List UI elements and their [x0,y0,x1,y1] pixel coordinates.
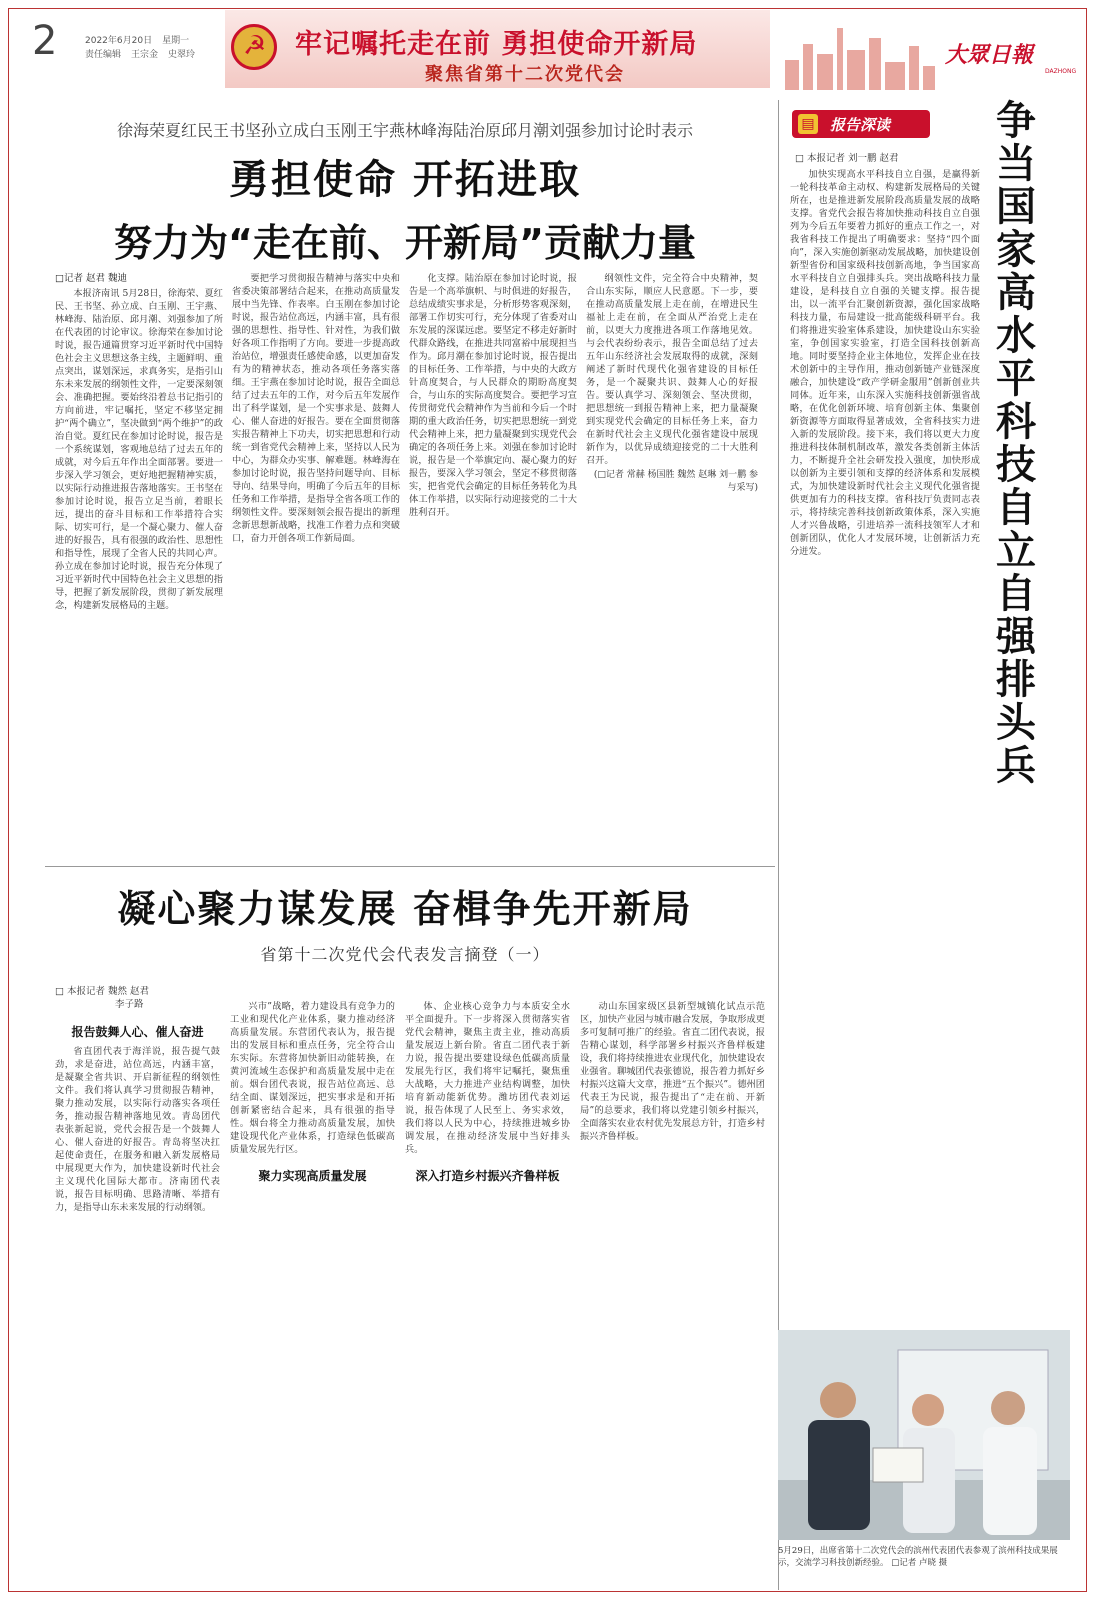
photo-credit: □记者 卢晓 摄 [891,1558,948,1568]
right-vertical-headline: 争当国家高水平科技自立自强排头兵 [996,98,1036,789]
newspaper-logo: 大眾日報 [945,43,1034,68]
topic-banner [225,10,770,88]
top-article-col-3 [409,272,577,852]
editor-label: 责任编辑 [85,50,122,60]
newspaper-logo-en: DAZHONG [1045,68,1077,75]
photo-caption-text: 5月29日，出席省第十二次党代会的滨州代表团代表参观了滨州科技成果展示，交流学习科技创新经验。 [778,1546,1058,1568]
page-header [10,10,1085,96]
designer-name: 史翠玲 [168,50,196,60]
page-number: 2 [32,18,58,64]
bottom-colA-text: 省直团代表于海洋说，报告提气鼓劲，求是奋进，站位高远，内涵丰富，是凝聚全省共识、开启新征程的纲领性文件。我们将认真学习贯彻报告精神，聚力推动发展，以实际行动落实各项任务，推动报告精神落地见效。青岛团代表张新起说，党代会报告是一个鼓舞人心、催人奋进的好报告。青岛将坚决扛起使命责任，在服务和融入新发展格局中展现更大作为，加快建设新时代社会主义现代化国际大都市。济南团代表说，报告目标明确、思路清晰、举措有力，是指导山东未来发展的行动纲领。 [55,1046,220,1213]
issue-date: 2022年6月20日 [85,36,153,46]
right-body-text: 加快实现高水平科技自立自强，是赢得新一轮科技革命主动权、构建新发展格局的关键所在，也是推进新发展阶段高质量发展的战略支撑。省党代会报告将加快推动科技自立自强列为今后五年要着力抓好的重点工作之一，对我省科技工作提出了明确要求：坚持“四个面向”，深入实施创新驱动发展战略，加快建设创新型省份和国家级科技创新高地，争当国家高水平科技自立自强排头兵。突出战略科技力量建设，是科技自立自强的关键支撑。报告提出，以一流平台汇聚创新资源，强化国家战略科技力量，布局建设一批高能级科研平台。我们将推进实验室体系建设，加快建设山东实验室，争创国家实验室，打造全国科技创新高地。同时要坚持企业主体地位，发挥企业在技术创新中的主导作用，推动创新链产业链深度融合，加快建设“政产学研金服用”创新创业共同体。近年来，山东深入实施科技创新强省战略，在优化创新环境、培育创新主体、集聚创新资源等方面取得显著成效，全省科技实力进入新的发展阶段。接下来，我们将以更大力度推进科技体制机制改革，激发各类创新主体活力，不断提升全社会研发投入强度，加快形成以创新为主要引领和支撑的经济体系和发展模式，为加快建设新时代社会主义现代化强省提供更加有力的科技支撑。省科技厅负责同志表示，将持续完善科技创新政策体系，深入实施人才兴鲁战略，引进培养一流科技领军人才和创新团队，优化人才发展环境，让创新活力充分迸发。 [790,169,980,557]
bottom-colC-text: 体、企业核心竞争力与本质安全水平全面提升。下一步将深入贯彻落实省党代会精神，聚焦主责主业，推动高质量发展迈上新台阶。省直二团代表于新力说，报告提出要建设绿色低碳高质量发展先行区，我们将牢记嘱托，聚焦重大战略，大力推进产业结构调整，加快培育新动能新优势。潍坊团代表刘运说，报告体现了人民至上、务实求效，我们将以人民为中心，持续推进城乡协调发展，在推动经济发展中当好排头兵。 [405,1001,570,1155]
section-divider [45,866,775,867]
bottom-article-col-3 [405,1000,570,1580]
top-col4-text: 纲领性文件，完全符合中央精神，契合山东实际，顺应人民意愿。下一步，要在推动高质量发展上走在前，在增进民生福祉上走在前，在全面从严治党上走在前，以更大力度推进各项工作落地见效。与会代表纷纷表示，报告全面总结了过去五年山东经济社会发展取得的成就，深刻阐述了新时代现代化强省建设的目标任务，是一个凝聚共识、鼓舞人心的好报告。要认真学习、深刻领会、坚决贯彻，把思想统一到报告精神上来，把力量凝聚到实现党代会确定的目标任务上来，奋力在新时代社会主义现代化强省建设中展现新作为，以优异成绩迎接党的二十大胜利召开。 [586,273,758,466]
report-tag-label: 报告深读 [830,116,891,134]
top-col1-text: 本报济南讯 5月28日，徐海荣、夏红民、王书坚、孙立成、白玉刚、王宇燕、林峰海、陆治原、邱月潮、刘强参加了所在代表团的讨论审议。徐海荣在参加讨论时说，报告通篇贯穿习近平新时代中国特色社会主义思想这条主线，主题鲜明、重点突出，谋划深远，求真务实，是指引山东未来发展的纲领性文件，一定要深刻领会、准确把握。要始终沿着总书记指引的方向前进，牢记嘱托，坚定不移坚定拥护“两个确立”，坚决做到“两个维护”的政治自觉。夏红民在参加讨论时说，报告是一个系统谋划，客观地总结了过去五年的成就，对今后五年作出全面部署。要进一步深入学习领会，更好地把握精神实质，以实际行动推进报告落地落实。王书坚在参加讨论时说，报告立足当前，着眼长远，提出的奋斗目标和工作举措符合实际、切实可行，是一个凝心聚力、催人奋进的好报告，具有很强的政治性、思想性和指导性，展现了全省人民的共同心声。孙立成在参加讨论时说，报告充分体现了习近平新时代中国特色社会主义思想的指导，把握了新发展阶段，贯彻了新发展理念，构建新发展格局的主题。 [55,288,223,611]
skyline-illustration [785,20,935,90]
banner-title: 牢记嘱托走在前 勇担使命开新局 [295,29,698,60]
right-reporter: □ 本报记者 刘一鹏 赵君 [795,153,899,164]
bottom-article-col-4 [580,1000,765,1580]
bottom-article-col-1 [55,1020,220,1580]
bottom-reporter [55,985,149,1011]
top-byline: □记者 赵君 魏迪 [55,273,128,284]
issue-weekday: 星期一 [162,36,190,46]
bottom-reporter-line1: □ 本报记者 魏然 赵君 [55,986,150,997]
banner-subtitle: 聚焦省第十二次党代会 [425,64,625,85]
top-article-col-1 [55,272,223,852]
top-col3-text: 化支撑。陆治原在参加讨论时说，报告是一个高举旗帜、与时俱进的好报告，总结成绩实事求是，分析形势客观深刻，部署工作切实可行，充分体现了省委对山东发展的深谋远虑。要坚定不移走好新时代群众路线，在推进共同富裕中展现担当作为。邱月潮在参加讨论时说，报告提出的目标任务、工作举措，与中央的大政方针高度契合，与人民群众的期盼高度契合，与山东的实际高度契合。要把学习宣传贯彻党代会精神作为当前和今后一个时期的重大政治任务，切实把思想统一到党代会精神上来，把力量凝聚到实现党代会确定的各项任务上来。刘强在参加讨论时说，报告是一个举旗定向、凝心聚力的好报告，要深入学习领会，坚定不移贯彻落实，把省党代会确定的目标任务转化为具体工作举措，以实际行动迎接党的二十大胜利召开。 [409,273,577,518]
news-photo [778,1330,1070,1540]
party-emblem-icon [231,24,277,70]
top-signature: (□记者 常赫 杨国胜 魏然 赵琳 刘一鹏 参与采写) [593,470,758,493]
bottom-subheadline: 省第十二次党代会代表发言摘登（一） [260,945,550,964]
report-tag [792,110,930,138]
top-headline-1: 勇担使命 开拓进取 [229,157,581,203]
document-icon: ▤ [798,114,818,134]
photo-caption [778,1545,1070,1569]
top-article-col-2 [232,272,400,852]
top-headline-2: 努力为“走在前、开新局”贡献力量 [114,221,696,265]
section-heading-3: 深入打造乡村振兴齐鲁样板 [415,1169,560,1183]
bottom-reporter-line2: 李子路 [115,999,144,1010]
attendees-line: 徐海荣夏红民王书坚孙立成白玉刚王宇燕林峰海陆治原邱月潮刘强参加讨论时表示 [116,121,693,140]
bottom-colD-text: 动山东国家级区县新型城镇化试点示范区，加快产业园与城市融合发展，争取形成更多可复制可推广的经验。省直二团代表说，报告精心谋划，科学部署乡村振兴齐鲁样板建设，我们将持续推进农业现代化，加快建设农业强省。聊城团代表张德说，报告着力抓好乡村振兴这篇大文章，推进“五个振兴”。德州团代表王为民说，报告提出了“走在前、开新局”的总要求，我们将以党建引领乡村振兴，全面落实农业农村优先发展总方针，打造乡村振兴齐鲁样板。 [580,1001,765,1142]
news-photo-illustration [778,1330,1070,1540]
top-article-col-4 [586,272,758,852]
editor-name: 王宗金 [131,50,159,60]
section-heading-1: 报告鼓舞人心、催人奋进 [71,1025,204,1039]
bottom-headline: 凝心聚力谋发展 奋楫争先开新局 [117,887,693,931]
issue-meta [85,34,205,62]
bottom-article-col-2 [230,1000,395,1580]
section-heading-2: 聚力实现高质量发展 [258,1169,367,1183]
bottom-colB-text: 兴市”战略，着力建设具有竞争力的工业和现代化产业体系，聚力推动经济高质量发展。东营团代表认为，报告提出的发展目标和重点任务，完全符合山东实际。东营将加快新旧动能转换，在黄河流域生态保护和高质量发展中走在前。烟台团代表说，报告站位高远、总结全面、谋划深远，把实事求是和开拓创新紧密结合起来，具有很强的指导性。烟台将全力推动高质量发展，加快建设现代化产业体系，打造绿色低碳高质量发展先行区。 [230,1001,395,1155]
right-article-body [790,168,980,1318]
top-col2-text: 要把学习贯彻报告精神与落实中央和省委决策部署结合起来，在推动高质量发展中当先锋、作表率。白玉刚在参加讨论时说，报告站位高远，内涵丰富，具有很强的思想性、指导性、针对性，为我们做好各项工作指明了方向。要进一步提高政治站位，增强责任感使命感，以更加奋发有为的精神状态，推动各项任务落实落细。王宇燕在参加讨论时说，报告全面总结了过去五年的工作，对今后五年发展作出了科学谋划，是一个实事求是、鼓舞人心、催人奋进的好报告。要在全面贯彻落实报告精神上下功夫，切实把思想和行动统一到省党代会精神上来，坚持以人民为中心，为群众办实事、解难题。林峰海在参加讨论时说，报告坚持问题导向、目标导向、结果导向，明确了今后五年的目标任务和工作举措，是指导全省各项工作的纲领性文件。要深刻领会报告提出的新理念新思想新战略，找准工作着力点和突破口，奋力开创各项工作新局面。 [232,273,400,544]
